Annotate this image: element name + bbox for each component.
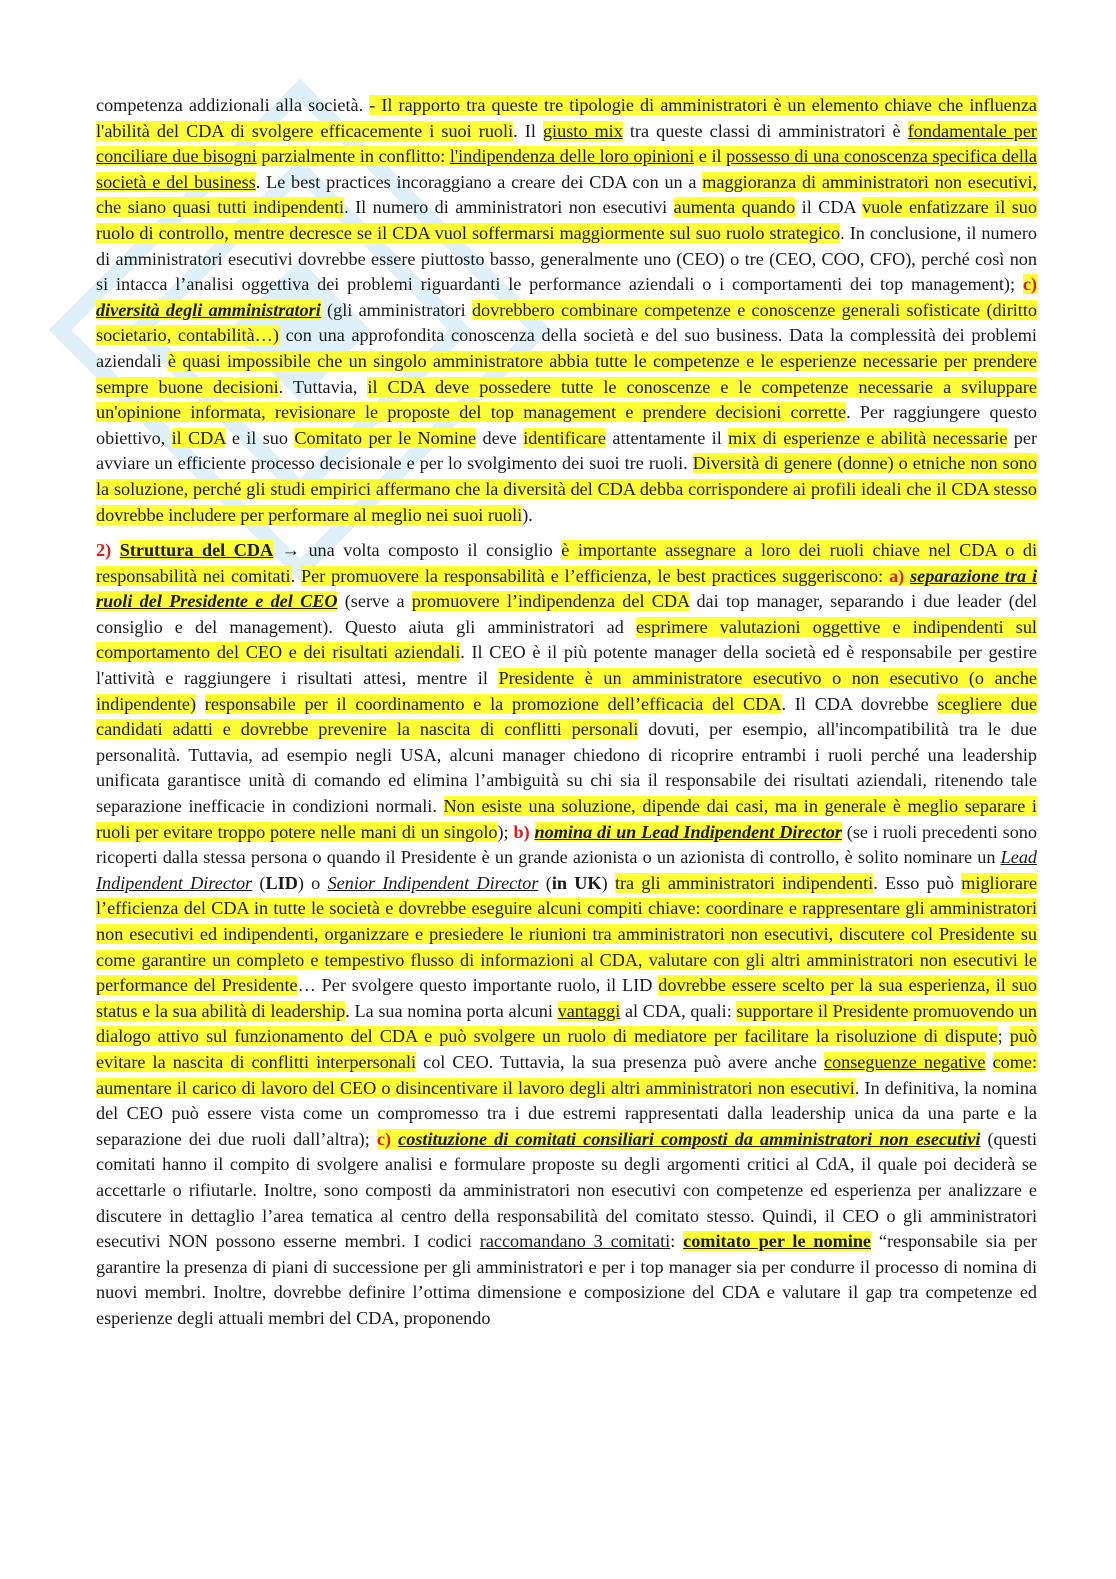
highlighted-text: aumenta quando xyxy=(673,197,796,218)
section-heading-structure: Struttura del CDA xyxy=(119,540,274,561)
highlighted-underlined-text: fondamentale per xyxy=(907,120,1037,141)
highlighted-text: supportare il Presidente promuovendo un dialogo attivo sul funzionamento del CDA e può svolgere un ruolo di mediatore per facilitare la risoluzione di dispute xyxy=(96,1000,1037,1047)
text-run: per avviare un efficiente processo decisionale e per lo svolgimento dei suoi tre ruoli. xyxy=(96,427,1037,474)
highlighted-text: dovrebbe essere scelto per la sua esperienza, il suo status e la sua abilità di leadership xyxy=(96,975,1037,1021)
highlighted-text: scegliere due candidati adatti e dovrebbe prevenire la nascita di conflitti personali xyxy=(96,693,1038,740)
highlighted-text: dovrebbero combinare competenze e conoscenze generali sofisticate (diritto societario, contabilità…) xyxy=(96,299,1038,346)
highlighted-text: identificare xyxy=(523,427,607,448)
text-run: . Il CEO è il più potente manager della società ed è responsabile per gestire l'attività e raggiungere i risultati attesi, mentre il xyxy=(96,642,1037,689)
text-run: ) xyxy=(601,872,615,893)
highlighted-underlined-text: vantaggi xyxy=(557,1000,621,1021)
text-run: : xyxy=(670,1231,684,1252)
text-run: “responsabile sia per garantire la presenza di piani di successione per gli amministratori e per i top manager sia per condurre il processo di nomina di nuovi membri. Inoltre, dovrebbe definire l’ottima dimensione e composizione del CDA e valutare il gap tra competenze ed esperienze degli attuali membri del CDA, proponendo xyxy=(96,1231,1037,1328)
text-run: . Le best practices incoraggiano a creare dei CDA con un a xyxy=(255,171,703,192)
highlighted-underlined-text: giusto mix xyxy=(542,120,623,141)
text-run: competenza addizionali alla società. xyxy=(96,95,370,115)
highlighted-underlined-text: conseguenze negative xyxy=(823,1051,986,1072)
text-run: . In conclusione, il numero di amministratori esecutivi dovrebbe essere piuttosto basso, generalmente uno (CEO) o tre (CEO, COO, CFO), perché così non si intacca l’analisi oggettiva dei problemi riguardanti le performance aziendali o i comportamenti dei top management); xyxy=(96,222,1037,295)
highlighted-text: migliorare l’efficienza del CDA in tutte le società e dovrebbe eseguire alcuni compiti chiave: coordinare e rappresentare gli amministratori non esecutivi ed indipendenti, organizzare e presiedere le riunioni tra amministratori non esecutivi, discutere col Presidente su come garantire un completo e tempestivo flusso di informazioni al CDA, valutare con gli altri amministratori non esecutivi le performance del Presidente xyxy=(96,872,1038,996)
term-senior-director: Senior Indipendent Director xyxy=(327,872,539,893)
text-run: ). xyxy=(522,504,533,525)
section-heading-committees: costituzione di comitati consiliari composti da amministratori non esecutivi xyxy=(398,1128,981,1149)
term-lead-director: Lead Indipendent Director xyxy=(96,847,1037,893)
text-run: . Esso può xyxy=(873,872,962,893)
text-run: al CDA, quali: xyxy=(620,1000,737,1021)
highlighted-text: tra gli amministratori indipendenti xyxy=(614,872,874,893)
list-marker-2: 2) xyxy=(96,540,112,561)
highlighted-text: è importante assegnare a loro dei ruoli chiave nel CDA o di responsabilità nei comitati xyxy=(96,540,1037,586)
bold-text: in UK xyxy=(551,872,602,893)
text-run xyxy=(986,1052,993,1072)
text-run: dovuti, per esempio, all'incompatibilità tra le due personalità. Tuttavia, ad esempio negli USA, alcuni manager chiedono di ricoprire entrambi i ruoli perché una leadership unificata garantisce unità di comando ed elimina l’ambiguità su chi sia il responsabile dei risultati aziendali, ritenendo tale separazione inefficacie in condizioni normali. xyxy=(96,719,1037,817)
highlighted-text: promuovere l’indipendenza del CDA xyxy=(411,591,690,612)
underlined-text: raccomandano 3 comitati xyxy=(479,1231,671,1252)
text-run: . Tuttavia, xyxy=(278,376,368,397)
highlighted-text: vuole enfatizzare il suo ruolo di controllo, mentre decresce se il CDA vuol soffermarsi maggiormente sul suo ruolo strategico xyxy=(96,197,1037,243)
text-run: . xyxy=(290,565,301,586)
text-run xyxy=(196,694,205,714)
text-run: . Il CDA dovrebbe xyxy=(781,693,938,714)
list-marker-c: c) xyxy=(376,1128,392,1149)
section-heading-lead-director: nomina di un Lead Indipendent Director xyxy=(534,821,842,842)
text-run: dai top manager, separando i due leader (del consiglio e del management). Questo aiuta gli amministratori ad xyxy=(96,591,1037,637)
list-marker-a: a) xyxy=(889,565,905,586)
section-heading-nomination-committee: comitato per le nomine xyxy=(683,1231,872,1252)
highlighted-text: e il xyxy=(694,146,727,167)
highlighted-text: maggioranza di amministratori non esecutivi, che siano quasi tutti indipendenti xyxy=(96,171,1037,218)
text-run: tra queste classi di amministratori è xyxy=(622,120,908,141)
text-run: ); xyxy=(497,821,514,842)
text-run: ; xyxy=(997,1026,1010,1047)
highlighted-text: Non esiste una soluzione, dipende dai casi, ma in generale è meglio separare i ruoli per evitare troppo potere nelle mani di un singolo xyxy=(96,796,1037,842)
list-marker-c: c) xyxy=(1022,274,1037,295)
text-run: ( xyxy=(252,872,266,893)
list-marker-b: b) xyxy=(513,821,530,842)
text-run: . Il numero di amministratori non esecutivi xyxy=(344,197,674,218)
text-run: → una volta composto il consiglio xyxy=(273,540,562,561)
text-run: il CDA xyxy=(795,197,863,218)
highlighted-underlined-text: l'indipendenza delle loro opinioni xyxy=(449,146,695,167)
text-run: (questi comitati hanno il compito di svolgere analisi e formulare proposte su degli argomenti critici al CdA, il quale poi deciderà se accettarle o rifiutarle. Inoltre, sono composti da amministratori non esecutivi con competenze ed esperienza per analizzare e discutere in dettaglio l’area tematica al centro della responsabilità del comitato stesso. Quindi, il CEO o gli amministratori esecutivi NON possono esserne membri. I codici xyxy=(96,1128,1038,1252)
highlighted-text: Presidente è un amministratore esecutivo o non esecutivo (o anche indipendente) xyxy=(96,668,1037,714)
text-run: (gli amministratori xyxy=(320,299,472,320)
text-run: attentamente il xyxy=(606,427,729,448)
highlighted-underlined-text: conciliare due bisogni xyxy=(96,146,257,167)
text-run: . Il xyxy=(513,120,543,141)
bold-text: LID xyxy=(265,872,298,893)
paragraph-composition xyxy=(96,93,1037,528)
text-run: . Per raggiungere questo obiettivo, xyxy=(96,402,1037,448)
highlighted-text: esprimere valutazioni oggettive e indipendenti sul comportamento del CEO e dei risultati aziendali xyxy=(96,616,1037,663)
highlighted-text: è quasi impossibile che un singolo amministratore abbia tutte le competenze e le esperienze necessarie per prendere sempre buone decisioni xyxy=(96,350,1037,397)
text-run: (serve a xyxy=(337,591,412,612)
highlighted-text: Diversità di genere (donne) o etniche non sono la soluzione, perché gli studi empirici affermano che la diversità del CDA debba corrispondere ai profili ideali che il CDA stesso dovrebbe includere per performare al meglio nei suoi ruoli xyxy=(96,453,1037,525)
text-run: deve xyxy=(476,427,524,448)
text-run: con una approfondita conoscenza della società e del suo business. Data la complessità dei problemi aziendali xyxy=(96,325,1037,371)
text-run: . La sua nomina porta alcuni xyxy=(345,1000,558,1021)
highlighted-text: Per promuovere la responsabilità e l’efficienza, le best practices suggeriscono xyxy=(301,565,879,586)
highlighted-text: come: aumentare il carico di lavoro del CEO o disincentivare il lavoro degli altri amministratori non esecutivi xyxy=(96,1051,1038,1098)
text-run: (se i ruoli precedenti sono ricoperti dalla stessa persona o quando il Presidente è un grande azionista o un azionista di controllo, è solito nominare un xyxy=(96,821,1037,868)
text-run: e il suo xyxy=(225,427,295,448)
highlighted-text: il CDA xyxy=(171,427,226,448)
highlighted-text: mix di esperienze e abilità necessarie xyxy=(728,427,1008,448)
section-heading-separation: separazione tra i ruoli del Presidente e del CEO xyxy=(96,565,1038,612)
highlighted-underlined-text: possesso di una conoscenza specifica della società e del business xyxy=(96,146,1038,192)
text-run: col CEO. Tuttavia, la sua presenza può avere anche xyxy=(416,1051,824,1072)
text-run: … Per svolgere questo importante ruolo, il LID xyxy=(297,975,659,996)
highlighted-text: Comitato per le Nomine xyxy=(294,427,477,448)
document-page xyxy=(96,93,1037,1332)
highlighted-text: il CDA deve possedere tutte le conoscenze e le competenze necessarie a sviluppare un'opinione informata, revisionare le proposte del top management e prendere decisioni corrette xyxy=(96,376,1037,423)
highlighted-text: : xyxy=(878,565,890,586)
text-run xyxy=(530,822,535,842)
highlighted-text: responsabile per il coordinamento e la promozione dell’efficacia del CDA xyxy=(204,693,782,714)
highlighted-text: può evitare la nascita di conflitti interpersonali xyxy=(96,1026,1037,1072)
highlighted-text: parzialmente in conflitto: xyxy=(256,146,450,167)
section-heading-diversity: diversità degli amministratori xyxy=(96,299,321,320)
text-run: . In definitiva, la nomina del CEO può essere vista come un compromesso tra i due estremi rappresentati dalla leadership unica da una parte e la separazione dei due ruoli dall’altra); xyxy=(96,1077,1037,1149)
text-run xyxy=(111,540,120,560)
highlighted-text: - Il rapporto tra queste tre tipologie di amministratori è un elemento chiave che influenza l'abilità del CDA di svolgere efficacemente i suoi ruoli xyxy=(96,95,1037,141)
text-run: ) o xyxy=(297,872,328,893)
paragraph-board-structure xyxy=(96,538,1037,1331)
text-run: ( xyxy=(538,872,552,893)
